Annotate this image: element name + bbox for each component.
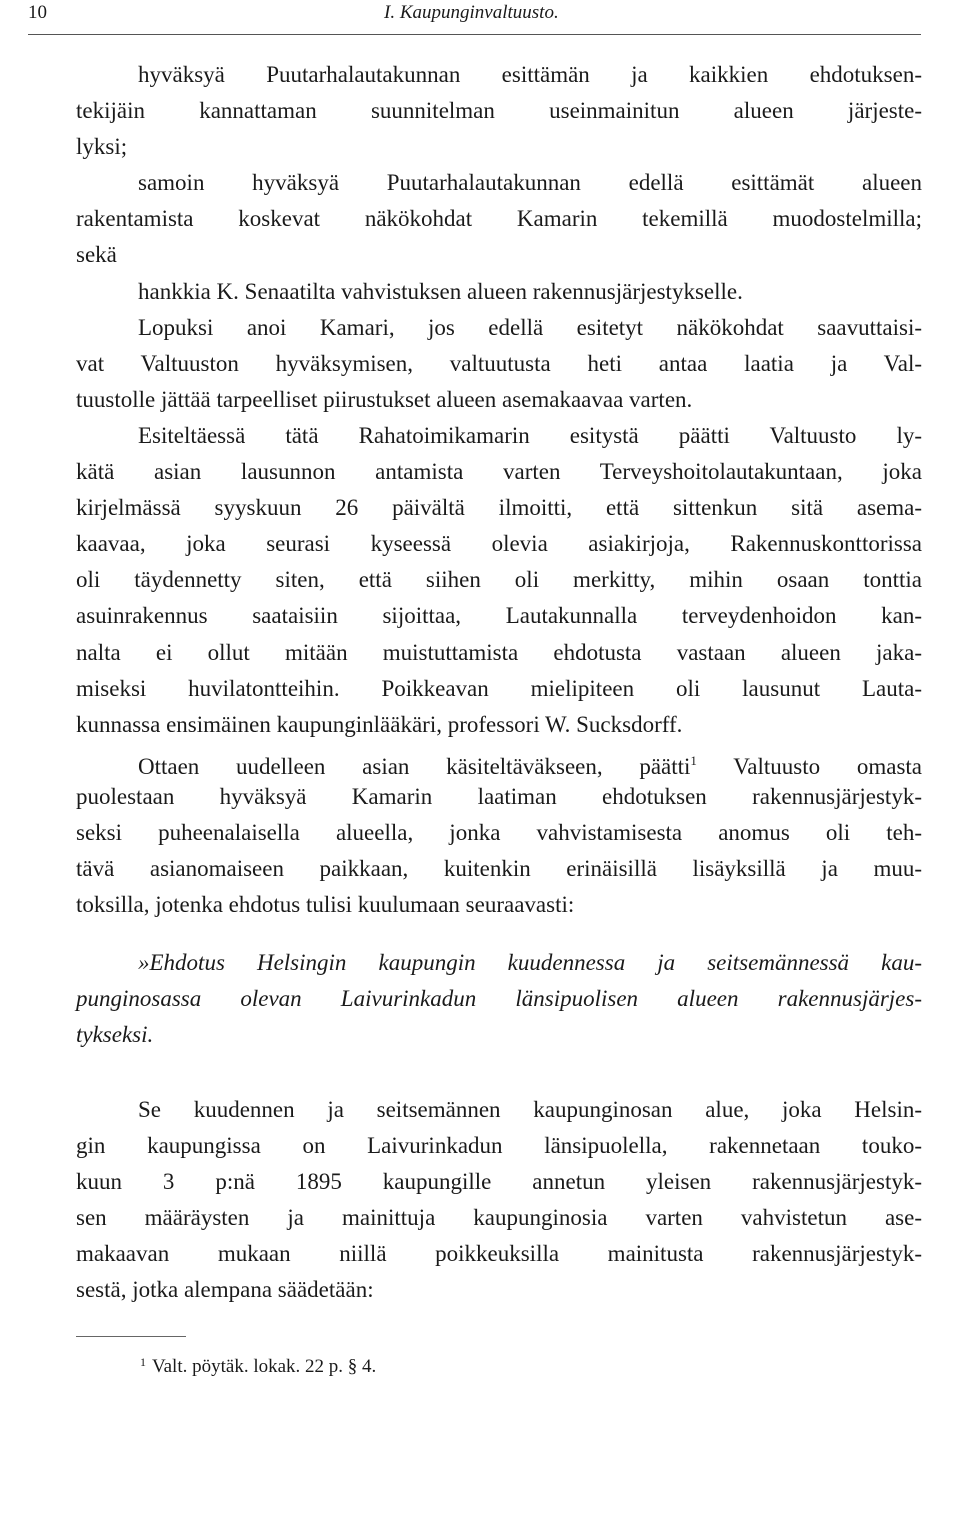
text-line: nalta ei ollut mitään muistuttamista ehdotusta vastaan alueen jaka- [76, 639, 922, 665]
spacer [76, 923, 922, 945]
proposal-title-line: tykseksi. [76, 1022, 154, 1048]
text-line: hankkia K. Senaatilta vahvistuksen alueen rakennusjärjestykselle. [138, 278, 743, 304]
page-header [28, 2, 924, 28]
page-number: 10 [28, 2, 47, 23]
footnote-reference: 1 [690, 752, 697, 768]
text-line: asuinrakennus saataisiin sijoittaa, Lautakunnalla terveydenhoidon kan- [76, 603, 922, 629]
text-line: lyksi; [76, 134, 128, 160]
footnote [140, 1355, 376, 1378]
text-fragment: Ottaen uudelleen asian käsiteltäväkseen, päätti [138, 753, 691, 779]
text-line: tekijäin kannattaman suunnitelman useinmainitun alueen järjeste- [76, 98, 922, 124]
text-line: sekä [76, 242, 117, 268]
text-line: kätä asian lausunnon antamista varten Terveyshoitolautakuntaan, joka [76, 459, 922, 485]
text-line: vat Valtuuston hyväksymisen, valtuutusta heti antaa laatia ja Val- [76, 350, 922, 376]
text-line: tävä asianomaiseen paikkaan, kuitenkin erinäisillä lisäyksillä ja muu- [76, 856, 922, 882]
text-line: kirjelmässä syyskuun 26 päivältä ilmoitti, että sittenkun sitä asema- [76, 495, 922, 521]
text-line: samoin hyväksyä Puutarhalautakunnan edellä esittämät alueen [138, 170, 922, 196]
text-line: sen määräysten ja mainittuja kaupunginosia varten vahvistetun ase- [76, 1204, 922, 1230]
text-line-with-footnote-ref [76, 743, 922, 779]
text-line: Esiteltäessä tätä Rahatoimikamarin esitystä päätti Valtuusto ly- [138, 422, 922, 448]
footnote-rule [76, 1336, 186, 1337]
text-line: kunnassa ensimäinen kaupunginlääkäri, professori W. Sucksdorff. [76, 711, 683, 737]
header-rule [28, 34, 921, 35]
footnote-text: Valt. pöytäk. lokak. 22 p. § 4. [152, 1356, 377, 1377]
text-line: Se kuudennen ja seitsemännen kaupunginosan alue, joka Helsin- [138, 1096, 922, 1122]
text-line: oli täydennetty siten, että siihen oli merkitty, mihin osaan tonttia [76, 567, 922, 593]
text-line: rakentamista koskevat näkökohdat Kamarin tekemillä muodostelmilla; [76, 206, 922, 232]
text-fragment: Valtuusto omasta [696, 753, 922, 779]
text-line: Lopuksi anoi Kamari, jos edellä esitetyt näkökohdat saavuttaisi- [138, 314, 922, 340]
proposal-title-line: »Ehdotus Helsingin kaupungin kuudennessa ja seitsemännessä kau- [138, 950, 922, 976]
text-line: makaavan mukaan niillä poikkeuksilla mainitusta rakennusjärjestyk- [76, 1240, 922, 1266]
text-line: hyväksyä Puutarhalautakunnan esittämän ja kaikkien ehdotuksen- [138, 62, 922, 87]
text-line: sestä, jotka alempana säädetään: [76, 1277, 374, 1302]
page-body [76, 57, 922, 1308]
proposal-title-line: punginosassa olevan Laivurinkadun länsipuolisen alueen rakennusjärjes- [76, 986, 922, 1012]
footnote-marker: 1 [140, 1355, 146, 1369]
text-line: kaavaa, joka seurasi kyseessä olevia asiakirjoja, Rakennuskonttorissa [76, 531, 922, 557]
text-line: toksilla, jotenka ehdotus tulisi kuulumaan seuraavasti: [76, 892, 575, 918]
text-line: tuustolle jättää tarpeelliset piirustukset alueen asemakaavaa varten. [76, 386, 693, 412]
text-line: puolestaan hyväksyä Kamarin laatiman ehdotuksen rakennusjärjestyk- [76, 783, 922, 809]
text-line: miseksi huvilatontteihin. Poikkeavan mielipiteen oli lausunut Lauta- [76, 675, 922, 701]
text-line: seksi puheenalaisella alueella, jonka vahvistamisesta anomus oli teh- [76, 819, 922, 845]
running-title: I. Kaupunginvaltuusto. [384, 2, 559, 23]
text-line: gin kaupungissa on Laivurinkadun länsipuolella, rakennetaan touko- [76, 1132, 922, 1158]
text-line: kuun 3 p:nä 1895 kaupungille annetun yleisen rakennusjärjestyk- [76, 1168, 922, 1194]
spacer [76, 1054, 922, 1092]
